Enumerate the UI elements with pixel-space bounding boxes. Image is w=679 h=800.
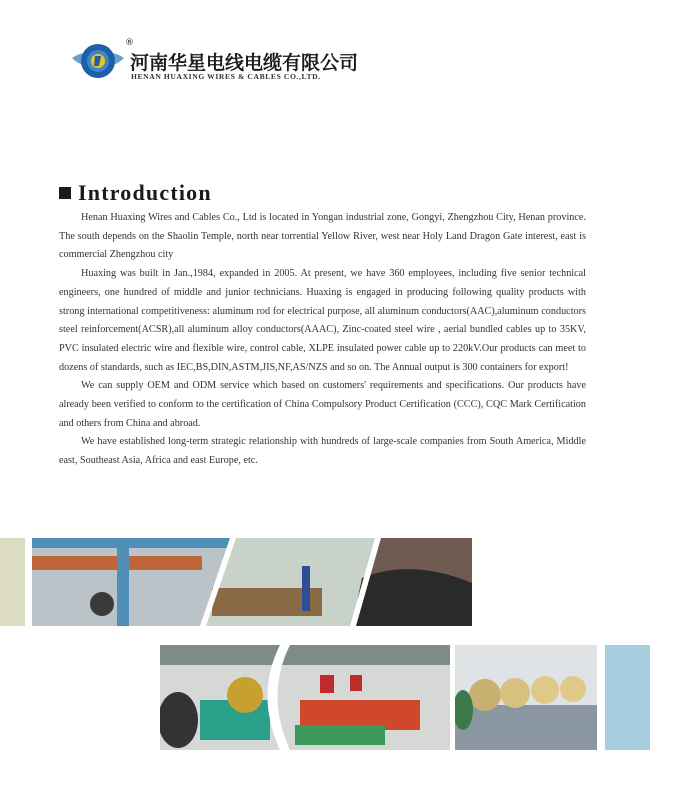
winged-globe-emblem-icon bbox=[70, 38, 126, 84]
factory-photo-strip-top bbox=[32, 538, 472, 626]
cable-drums-warehouse-photo bbox=[455, 645, 597, 750]
black-square-bullet-icon bbox=[59, 187, 71, 199]
paragraph-partners: We have established long-term strategic relationship with hundreds of large-scale companies from South America, Middle east, Southeast Asia, Africa and east Europe, etc. bbox=[59, 436, 586, 467]
paragraph-location: Henan Huaxing Wires and Cables Co., Ltd is located in Yongan industrial zone, Gongyi, Zhengzhou City, Henan province. The south depends on the Shaolin Temple, north near torrential Yellow River, west near Holy Land Dragon Gate interest, east is commercial Zhengzhou city bbox=[59, 212, 586, 261]
paragraph-history-products: Huaxing was built in Jan.,1984, expanded in 2005. At present, we have 360 employees, including five senior technical engineers, one hundred of middle and junior technicians. Huaxing is engaged in producing following quality products with strong international competitiveness: aluminum rod for electrical purpose, all aluminum conductors(AAC),aluminum conductors steel reinforcement(ACSR),all aluminum alloy conductors(AAAC), Zinc-coated steel wire , aerial bundled cables up to 35KV, PVC insulated electric wire and flexible wire, control cable, XLPE insulated power cable up to 220kV.Our products can meet to dozens of standards, such as IEC,BS,DIN,ASTM,JIS,NF,AS/NZS and so on. The Annual output is 300 containers for export! bbox=[59, 268, 586, 373]
company-name-en: HENAN HUAXING WIRES & CABLES CO.,LTD. bbox=[131, 72, 321, 81]
registered-trademark: ® bbox=[125, 38, 134, 48]
company-name-cn: 河南华星电线电缆有限公司 bbox=[130, 52, 359, 74]
section-heading bbox=[59, 180, 212, 206]
introduction-body bbox=[59, 209, 586, 471]
cable-machinery-photo bbox=[160, 645, 450, 750]
paragraph-oem-certification: We can supply OEM and ODM service which based on customers' requirements and specifications. Our products have already been verified to conform to the certification of China Compulsory Product Certification (CCC), CQC Mark Certification and others from China and abroad. bbox=[59, 380, 586, 429]
decorative-blue-block bbox=[605, 645, 650, 750]
factory-photos-collage-top bbox=[32, 538, 472, 626]
factory-photo-machinery bbox=[160, 645, 450, 750]
section-title: Introduction bbox=[78, 180, 212, 205]
decorative-beige-block bbox=[0, 538, 25, 626]
cable-drums-photo bbox=[455, 645, 597, 750]
company-logo bbox=[70, 38, 360, 86]
